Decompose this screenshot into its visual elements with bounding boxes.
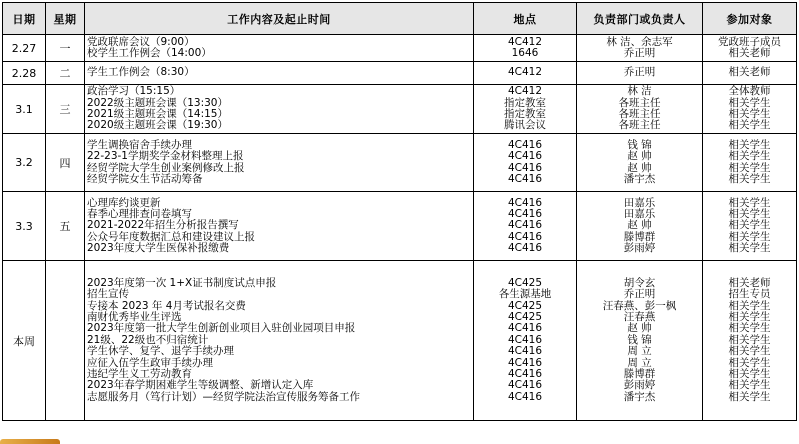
place-line: 各生源基地 bbox=[498, 288, 552, 301]
place-line: 腾讯会议 bbox=[504, 119, 546, 132]
owner-line: 周 立 bbox=[627, 345, 652, 358]
owner-line: 钱 锦 bbox=[627, 333, 652, 346]
audience-line: 相关学生 bbox=[728, 108, 771, 120]
content-line: 学生休学、复学、退学手续办理 bbox=[87, 345, 234, 358]
header-place: 地点 bbox=[474, 3, 577, 35]
content-line: 学生调换宿舍手续办理 bbox=[87, 138, 192, 151]
date-cell: 3.3 bbox=[3, 192, 46, 261]
schedule-table bbox=[2, 2, 797, 421]
content-line: 22-23-1学期奖学金材料整理上报 bbox=[87, 150, 244, 163]
owner-line: 潘宇杰 bbox=[623, 390, 656, 403]
owner-cell bbox=[577, 85, 703, 134]
weekday-cell: 一 bbox=[46, 35, 85, 62]
place-line: 指定教室 bbox=[504, 96, 546, 109]
header-audience: 参加对象 bbox=[703, 3, 797, 35]
owner-line: 彭雨婷 bbox=[623, 379, 656, 392]
place-cell bbox=[474, 134, 577, 192]
content-line: 2023年度第一批大学生创新创业项目入驻创业园项目申报 bbox=[87, 322, 356, 335]
owner-line: 各班主任 bbox=[618, 119, 661, 132]
footer-decoration bbox=[0, 439, 60, 444]
content-line: 公众号年度数据汇总和建设建议上报 bbox=[87, 230, 255, 243]
place-cell bbox=[474, 85, 577, 134]
content-cell bbox=[85, 35, 474, 62]
schedule-body bbox=[3, 35, 797, 421]
audience-line: 相关学生 bbox=[728, 207, 771, 220]
place-cell bbox=[474, 35, 577, 62]
content-cell bbox=[85, 62, 474, 85]
owner-line: 林 洁 bbox=[627, 85, 652, 98]
content-cell bbox=[85, 134, 474, 192]
audience-cell bbox=[703, 85, 797, 134]
weekday-cell: 二 bbox=[46, 62, 85, 85]
place-line: 4C425 bbox=[507, 299, 543, 312]
owner-line: 赵 帅 bbox=[627, 219, 652, 232]
weekday-cell: 四 bbox=[46, 134, 85, 192]
audience-line: 相关学生 bbox=[728, 311, 771, 324]
owner-cell bbox=[577, 134, 703, 192]
owner-line: 田嘉乐 bbox=[623, 196, 656, 209]
place-line: 4C416 bbox=[507, 367, 543, 380]
day-group-row bbox=[3, 134, 797, 192]
audience-line: 相关学生 bbox=[728, 119, 771, 132]
audience-cell bbox=[703, 134, 797, 192]
audience-line: 招生专员 bbox=[728, 288, 771, 301]
owner-line: 乔正明 bbox=[623, 288, 656, 301]
owner-line: 潘宇杰 bbox=[623, 172, 656, 185]
place-line: 4C416 bbox=[507, 172, 543, 185]
audience-line: 相关学生 bbox=[728, 196, 771, 209]
place-line: 4C416 bbox=[507, 390, 543, 403]
owner-line: 钱 锦 bbox=[627, 138, 652, 151]
place-cell bbox=[474, 261, 577, 421]
audience-line: 相关学生 bbox=[728, 230, 771, 243]
header-owner: 负责部门或负责人 bbox=[577, 3, 703, 35]
audience-line: 相关学生 bbox=[728, 96, 771, 109]
audience-line: 相关学生 bbox=[728, 172, 771, 185]
audience-cell bbox=[703, 192, 797, 261]
place-line: 指定教室 bbox=[504, 108, 546, 120]
owner-line: 各班主任 bbox=[618, 96, 661, 109]
audience-line: 相关学生 bbox=[728, 379, 771, 392]
owner-line: 赵 帅 bbox=[627, 150, 652, 163]
date-cell: 3.2 bbox=[3, 134, 46, 192]
owner-cell bbox=[577, 192, 703, 261]
place-cell bbox=[474, 62, 577, 85]
place-line: 4C412 bbox=[507, 85, 543, 98]
audience-line: 相关学生 bbox=[728, 322, 771, 335]
place-line: 4C425 bbox=[507, 276, 543, 289]
audience-line: 相关学生 bbox=[728, 150, 771, 163]
owner-line: 汪春燕、彭一枫 bbox=[602, 299, 677, 312]
owner-line: 彭雨婷 bbox=[623, 242, 656, 255]
audience-line: 相关学生 bbox=[728, 345, 771, 358]
owner-line: 滕博群 bbox=[623, 230, 656, 243]
place-line: 4C412 bbox=[507, 66, 543, 79]
audience-line: 全体教师 bbox=[728, 85, 771, 98]
header-date: 日期 bbox=[3, 3, 46, 35]
content-line: 应征入伍学生政审手续办理 bbox=[87, 356, 213, 369]
content-line: 校学生工作例会（14:00） bbox=[87, 47, 212, 59]
audience-line: 党政班子成员 bbox=[718, 35, 781, 48]
owner-line: 胡令玄 bbox=[623, 276, 656, 289]
place-line: 4C416 bbox=[507, 345, 543, 358]
audience-line: 相关学生 bbox=[728, 367, 771, 380]
place-line: 4C416 bbox=[507, 242, 543, 255]
content-line: 学生工作例会（8:30） bbox=[87, 66, 195, 79]
content-line: 经贸学院大学生创业案例修改上报 bbox=[87, 161, 245, 174]
audience-line: 相关学生 bbox=[728, 356, 771, 369]
header-weekday: 星期 bbox=[46, 3, 85, 35]
owner-cell bbox=[577, 62, 703, 85]
place-line: 4C416 bbox=[507, 207, 543, 220]
place-line: 4C416 bbox=[507, 356, 543, 369]
audience-line: 相关学生 bbox=[728, 138, 771, 151]
weekday-cell: 五 bbox=[46, 192, 85, 261]
audience-cell bbox=[703, 62, 797, 85]
content-line: 党政联席会议（9:00） bbox=[87, 35, 195, 48]
content-cell bbox=[85, 85, 474, 134]
owner-line: 乔正明 bbox=[623, 47, 656, 59]
date-cell: 本周 bbox=[3, 261, 46, 421]
owner-line: 赵 帅 bbox=[627, 322, 652, 335]
audience-line: 相关学生 bbox=[728, 161, 771, 174]
place-line: 1646 bbox=[511, 47, 539, 59]
content-line: 2023年春学期困难学生等级调整、新增认定入库 bbox=[87, 379, 314, 392]
place-line: 4C416 bbox=[507, 322, 543, 335]
place-line: 4C416 bbox=[507, 333, 543, 346]
content-line: 经贸学院女生节活动筹备 bbox=[87, 172, 203, 185]
day-group-row bbox=[3, 192, 797, 261]
day-group-row bbox=[3, 62, 797, 85]
place-line: 4C425 bbox=[507, 311, 543, 324]
audience-line: 相关老师 bbox=[728, 66, 771, 79]
day-group-row bbox=[3, 261, 797, 421]
place-line: 4C412 bbox=[507, 35, 543, 48]
audience-line: 相关学生 bbox=[728, 333, 771, 346]
content-cell bbox=[85, 192, 474, 261]
audience-line: 相关学生 bbox=[728, 299, 771, 312]
owner-line: 乔正明 bbox=[623, 66, 656, 79]
audience-line: 相关老师 bbox=[728, 47, 771, 59]
place-line: 4C416 bbox=[507, 379, 543, 392]
audience-cell bbox=[703, 261, 797, 421]
weekday-cell bbox=[46, 261, 85, 421]
place-cell bbox=[474, 192, 577, 261]
owner-line: 赵 帅 bbox=[627, 161, 652, 174]
owner-cell bbox=[577, 35, 703, 62]
audience-line: 相关学生 bbox=[728, 219, 771, 232]
content-line: 专接本 2023 年 4月考试报名交费 bbox=[87, 299, 246, 312]
content-line: 21级、22级也不归宿统计 bbox=[87, 333, 209, 346]
content-line: 政治学习（15:15） bbox=[87, 85, 181, 98]
content-line: 2021-2022年招生分析报告撰写 bbox=[87, 219, 239, 232]
owner-line: 田嘉乐 bbox=[623, 207, 656, 220]
content-line: 违纪学生义工劳动教育 bbox=[87, 367, 192, 380]
date-cell: 2.27 bbox=[3, 35, 46, 62]
content-cell bbox=[85, 261, 474, 421]
owner-line: 周 立 bbox=[627, 356, 652, 369]
header-row bbox=[3, 3, 797, 35]
audience-line: 相关老师 bbox=[728, 276, 771, 289]
content-line: 2021级主题班会课（14:15） bbox=[87, 108, 228, 120]
place-line: 4C416 bbox=[507, 196, 543, 209]
content-line: 2020级主题班会课（19:30） bbox=[87, 119, 228, 132]
owner-line: 汪春燕 bbox=[623, 311, 656, 324]
place-line: 4C416 bbox=[507, 230, 543, 243]
content-line: 志愿服务月（笃行计划）—经贸学院法治宣传服务筹备工作 bbox=[87, 390, 360, 403]
content-line: 招生宣传 bbox=[87, 288, 129, 301]
audience-cell bbox=[703, 35, 797, 62]
content-line: 南财优秀毕业生评选 bbox=[87, 311, 182, 324]
content-line: 2022级主题班会课（13:30） bbox=[87, 96, 228, 109]
content-line: 2023年度第一次 1+X证书制度试点申报 bbox=[87, 276, 277, 289]
place-line: 4C416 bbox=[507, 219, 543, 232]
content-line: 春季心理排查问卷填写 bbox=[87, 207, 192, 220]
date-cell: 3.1 bbox=[3, 85, 46, 134]
day-group-row bbox=[3, 35, 797, 62]
day-group-row bbox=[3, 85, 797, 134]
owner-line: 滕博群 bbox=[623, 367, 656, 380]
weekday-cell: 三 bbox=[46, 85, 85, 134]
audience-line: 相关学生 bbox=[728, 242, 771, 255]
owner-line: 林 洁、余志军 bbox=[606, 35, 673, 48]
header-content: 工作内容及起止时间 bbox=[85, 3, 474, 35]
place-line: 4C416 bbox=[507, 161, 543, 174]
audience-line: 相关学生 bbox=[728, 390, 771, 403]
content-line: 2023年度大学生医保补报缴费 bbox=[87, 242, 230, 255]
place-line: 4C416 bbox=[507, 150, 543, 163]
owner-cell bbox=[577, 261, 703, 421]
content-line: 心理库约谈更新 bbox=[87, 196, 161, 209]
date-cell: 2.28 bbox=[3, 62, 46, 85]
place-line: 4C416 bbox=[507, 138, 543, 151]
owner-line: 各班主任 bbox=[618, 108, 661, 120]
